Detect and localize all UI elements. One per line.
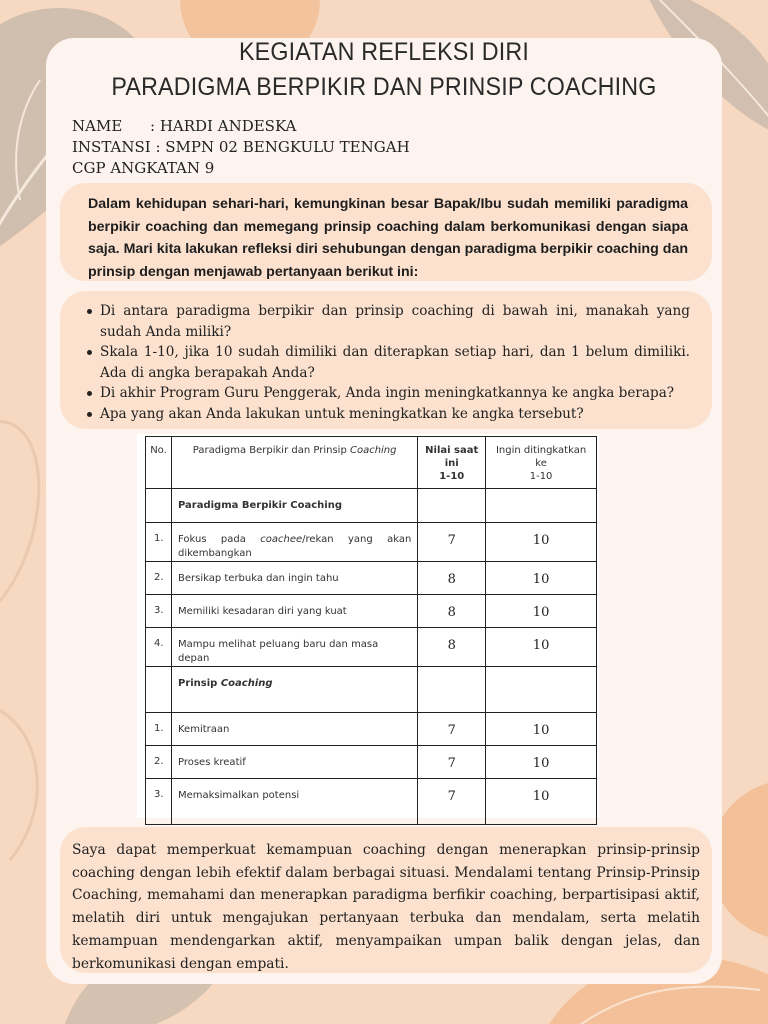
table-row: [146, 562, 597, 595]
reflection-table-image: [137, 434, 599, 818]
table-cell-empty: [486, 667, 597, 713]
row-description-part: Fokus pada: [177, 534, 261, 545]
header-target-line2: ke: [535, 458, 547, 469]
row-description: Memaksimalkan potensi: [171, 779, 417, 825]
row-current-value: 8: [418, 562, 486, 595]
meta-name-label: NAME: [72, 117, 123, 135]
table-cell-empty: [146, 667, 172, 713]
section-title-prinsip: [171, 667, 417, 713]
row-description-italic: coachee: [260, 534, 303, 545]
meta-name: [72, 117, 296, 135]
header-no: No.: [146, 437, 172, 489]
row-target-value: 10: [486, 713, 597, 746]
table-header-row: [146, 437, 597, 489]
questions-box: [60, 291, 712, 429]
table-row: [146, 628, 597, 667]
row-current-value: 7: [418, 779, 486, 825]
row-target-value: 10: [486, 523, 597, 562]
row-target-value: 10: [486, 595, 597, 628]
row-number: 1.: [146, 713, 172, 746]
page-title-line-2: PARADIGMA BERPIKIR DAN PRINSIP COACHING: [111, 73, 657, 101]
table-row: [146, 595, 597, 628]
header-description-text: Paradigma Berpikir dan Prinsip: [192, 445, 350, 456]
table-section-row: [146, 489, 597, 523]
row-target-value: 10: [486, 628, 597, 667]
row-target-value: 10: [486, 562, 597, 595]
row-number: 2.: [146, 746, 172, 779]
questions-list: [100, 301, 690, 424]
table-cell-empty: [486, 489, 597, 523]
table-cell-empty: [146, 489, 172, 523]
row-number: 1.: [146, 523, 172, 562]
row-number: 3.: [146, 595, 172, 628]
header-description: [171, 437, 417, 489]
table-row: [146, 779, 597, 825]
row-target-value: 10: [486, 779, 597, 825]
table-section-row: [146, 667, 597, 713]
header-target-value: [486, 437, 597, 489]
row-number: 3.: [146, 779, 172, 825]
reflection-table: [145, 436, 597, 825]
row-current-value: 8: [418, 595, 486, 628]
question-item: Apa yang akan Anda lakukan untuk meningkatkan ke angka tersebut?: [100, 404, 690, 425]
table-cell-empty: [418, 489, 486, 523]
table-cell-empty: [418, 667, 486, 713]
row-description: [171, 523, 417, 562]
header-target-line3: 1-10: [529, 471, 553, 482]
section-title-italic: Coaching: [220, 678, 273, 689]
intro-text: Dalam kehidupan sehari-hari, kemungkinan besar Bapak/Ibu sudah memiliki paradigma berpikir coaching dan memegang prinsip coaching dalam berkomunikasi dengan siapa saja. Mari kita lakukan refleksi diri sehubungan dengan paradigma berpikir coaching dan prinsip dengan menjawab pertanyaan berikut ini:: [88, 196, 688, 280]
header-current-value: [418, 437, 486, 489]
question-item: Di antara paradigma berpikir dan prinsip coaching di bawah ini, manakah yang sudah Anda miliki?: [100, 301, 690, 342]
header-current-line3: 1-10: [439, 471, 465, 482]
row-description: Memiliki kesadaran diri yang kuat: [171, 595, 417, 628]
page-title-line-1: KEGIATAN REFLEKSI DIRI: [238, 38, 530, 66]
row-description: Proses kreatif: [171, 746, 417, 779]
closing-text: Saya dapat memperkuat kemampuan coaching dengan menerapkan prinsip-prinsip coaching dengan lebih efektif dalam berbagai situasi. Mendalami tentang Prinsip-Prinsip Coaching, memahami dan menerapkan paradigma berfikir coaching, berpartisipasi aktif, melatih diri untuk mengajukan pertanyaan terbuka dan mendalam, serta melatih kemampuan mendengarkan aktif, menyampaikan umpan balik dengan jelas, dan berkomunikasi dengan empati.: [72, 842, 700, 972]
question-item: Skala 1-10, jika 10 sudah dimiliki dan diterapkan setiap hari, dan 1 belum dimiliki. Ada di angka berapakah Anda?: [100, 342, 690, 383]
section-title-text: Prinsip: [177, 678, 221, 689]
row-current-value: 8: [418, 628, 486, 667]
row-current-value: 7: [418, 746, 486, 779]
closing-box: [60, 827, 712, 973]
meta-cgp: CGP ANGKATAN 9: [72, 159, 215, 177]
meta-instansi: INSTANSI : SMPN 02 BENGKULU TENGAH: [72, 138, 410, 156]
section-title-paradigma: Paradigma Berpikir Coaching: [171, 489, 417, 523]
row-target-value: 10: [486, 746, 597, 779]
row-description-part: /rekan yang akan dikembangkan: [177, 534, 412, 559]
header-current-line2: ini: [444, 458, 459, 469]
row-number: 4.: [146, 628, 172, 667]
row-description: Bersikap terbuka dan ingin tahu: [171, 562, 417, 595]
header-target-line1: Ingin ditingkatkan: [495, 445, 587, 456]
table-row: [146, 746, 597, 779]
header-current-line1: Nilai saat: [425, 445, 479, 456]
row-current-value: 7: [418, 713, 486, 746]
row-description: Mampu melihat peluang baru dan masa depan: [171, 628, 417, 667]
header-description-italic: Coaching: [349, 445, 397, 456]
table-row: [146, 713, 597, 746]
meta-name-value: : HARDI ANDESKA: [150, 117, 297, 135]
row-number: 2.: [146, 562, 172, 595]
table-row: [146, 523, 597, 562]
row-description: Kemitraan: [171, 713, 417, 746]
intro-box: [60, 183, 712, 281]
question-item: Di akhir Program Guru Penggerak, Anda ingin meningkatkannya ke angka berapa?: [100, 383, 690, 404]
row-current-value: 7: [418, 523, 486, 562]
